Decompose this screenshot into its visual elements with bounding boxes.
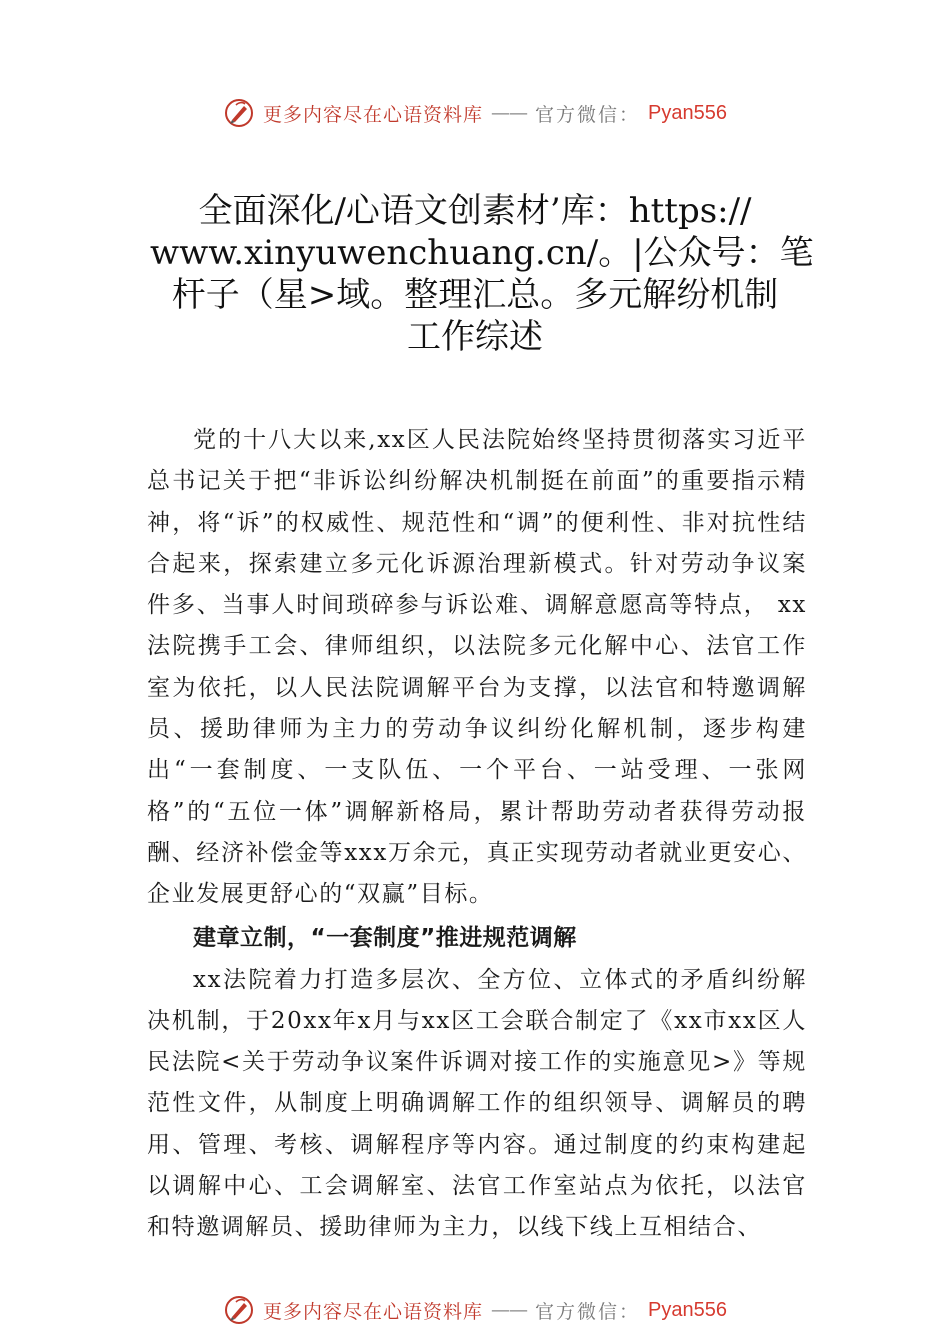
header-banner — [0, 93, 950, 133]
document-body — [147, 420, 807, 1249]
title-line-2: www.xinyuwenchuang.cn/。|公众号：笔 — [150, 233, 814, 273]
banner-wechat-label: 官方微信： — [535, 103, 641, 126]
title-line-3: 杆子（星>域。整理汇总。多元解纷机制 — [171, 275, 779, 315]
footer-banner — [0, 1290, 950, 1330]
paragraph-intro: 党的十八大以来,xx区人民法院始终坚持贯彻落实习近平总书记关于把“非诉讼纠纷解决机制挺在前面”的重要指示精神，将“诉”的权威性、规范性和“调”的便利性、非对抗性结合起来，探索建立多元化诉源治理新模式。针对劳动争议案件多、当事人时间琐碎参与诉讼难、调解意愿高等特点， xx法院携手工会、律师组织，以法院多元化解中心、法官工作室为依托，以人民法院调解平台为支撑，以法官和特邀调解员、援助律师为主力的劳动争议纠纷化解机制，逐步构建出“一套制度、一支队伍、一个平台、一站受理、一张网格”的“五位一体”调解新格局，累计帮助劳动者获得劳动报酬、经济补偿金等xxx万余元，真正实现劳动者就业更安心、企业发展更舒心的“双赢”目标。 — [147, 427, 807, 908]
banner-wechat-id: Pyan556 — [648, 101, 727, 124]
title-line-4: 工作综述 — [407, 317, 543, 357]
banner-dash: —— — [491, 102, 528, 124]
section-heading: 建章立制，“一套制度”推进规范调解 — [193, 924, 577, 951]
banner-text: 更多内容尽在心语资料库 — [263, 1300, 484, 1323]
banner-dash: —— — [491, 1299, 528, 1321]
banner-text: 更多内容尽在心语资料库 — [263, 103, 484, 126]
pen-quill-logo-icon — [223, 1294, 255, 1326]
pen-quill-logo-icon — [223, 97, 255, 129]
document-title — [150, 190, 814, 358]
banner-wechat-label: 官方微信： — [535, 1300, 641, 1323]
banner-wechat-id: Pyan556 — [648, 1298, 727, 1321]
title-line-1: 全面深化/心语文创素材’库：https:// — [198, 191, 752, 231]
paragraph-section-1: xx法院着力打造多层次、全方位、立体式的矛盾纠纷解决机制，于20xx年x月与xx区工会联合制定了《xx市xx区人民法院<关于劳动争议案件诉调对接工作的实施意见>》等规范性文件，从制度上明确调解工作的组织领导、调解员的聘用、管理、考核、调解程序等内容。通过制度的约束构建起以调解中心、工会调解室、法官工作室站点为依托，以法官和特邀调解员、援助律师为主力，以线下线上互相结合、 — [147, 966, 807, 1241]
